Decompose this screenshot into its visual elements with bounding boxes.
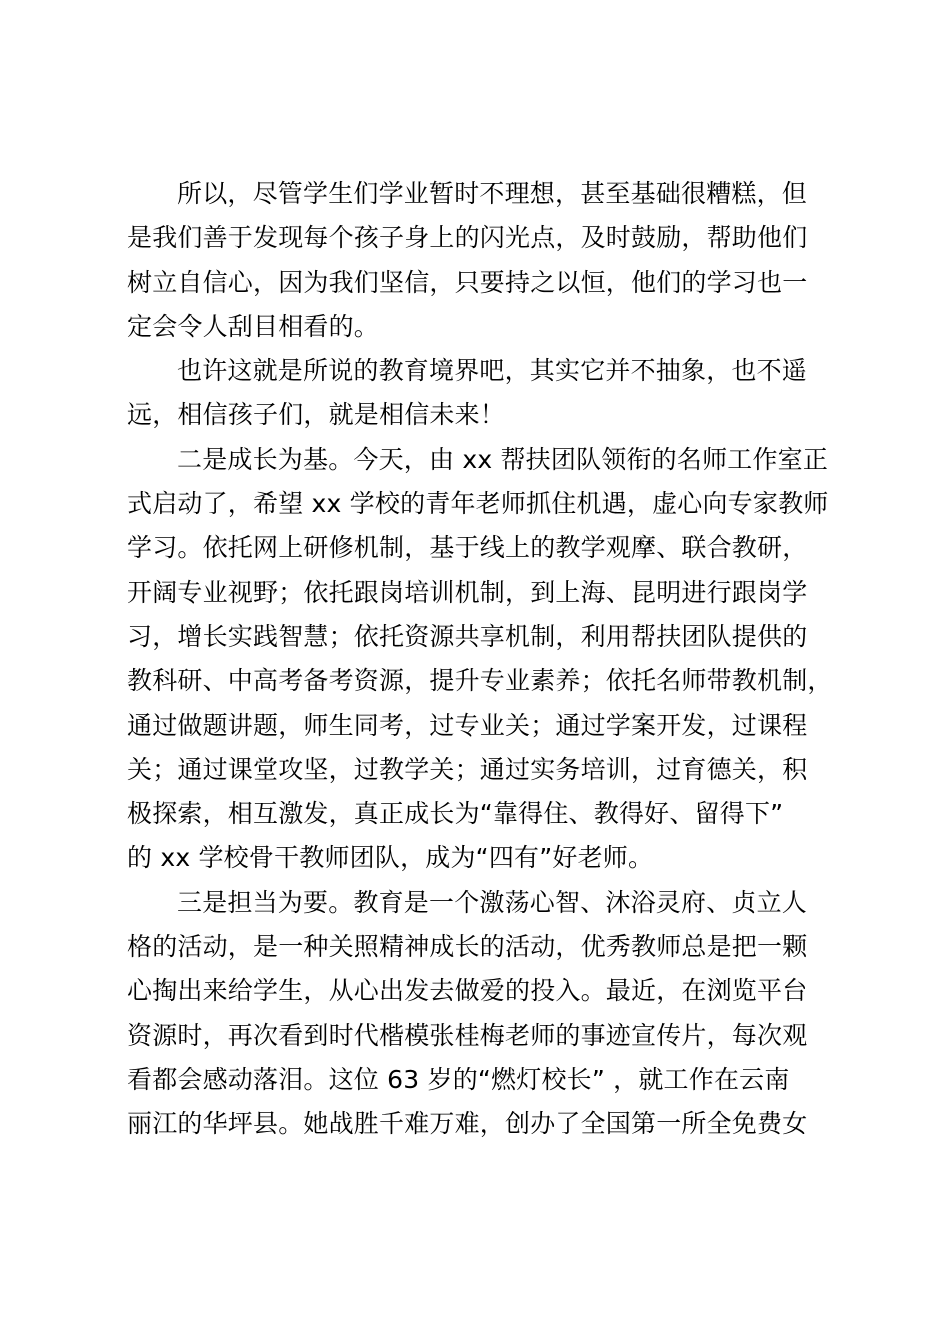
text-line: 树立自信心，因为我们坚信，只要持之以恒，他们的学习也一 (127, 267, 808, 297)
text-line: 远，相信孩子们，就是相信未来！ (127, 400, 506, 430)
text-line: 丽江的华坪县。她战胜千难万难，创办了全国第一所全免费女 (127, 1109, 808, 1139)
text-line: 二是成长为基。今天，由 xx 帮扶团队领衔的名师工作室正 (177, 444, 829, 474)
text-line: 三是担当为要。教育是一个激荡心智、沐浴灵府、贞立人 (177, 887, 808, 917)
text-line: 通过做题讲题，师生同考，过专业关；通过学案开发，过课程 (127, 710, 808, 740)
text-line: 是我们善于发现每个孩子身上的闪光点，及时鼓励，帮助他们 (127, 223, 808, 253)
text-line: 定会令人刮目相看的。 (127, 311, 380, 341)
text-line: 看都会感动落泪。这位 63 岁的“燃灯校长” ，就工作在云南 (127, 1064, 790, 1094)
text-line: 开阔专业视野；依托跟岗培训机制，到上海、昆明进行跟岗学 (127, 577, 808, 607)
paragraph-1 (127, 172, 833, 349)
paragraph-4 (127, 881, 833, 1147)
text-line: 格的活动，是一种关照精神成长的活动，优秀教师总是把一颗 (127, 932, 808, 962)
text-line: 式启动了，希望 xx 学校的青年老师抓住机遇，虚心向专家教师 (127, 489, 829, 519)
text-line: 资源时，再次看到时代楷模张桂梅老师的事迹宣传片，每次观 (127, 1020, 808, 1050)
document-body (127, 172, 833, 1147)
text-line: 极探索，相互激发，真正成长为“靠得住、教得好、留得下” (127, 799, 784, 829)
text-line: 心掏出来给学生，从心出发去做爱的投入。最近，在浏览平台 (127, 976, 808, 1006)
text-line: 习，增长实践智慧；依托资源共享机制，利用帮扶团队提供的 (127, 621, 808, 651)
paragraph-2 (127, 349, 833, 438)
text-line: 的 xx 学校骨干教师团队，成为“四有”好老师。 (127, 843, 654, 873)
text-line: 也许这就是所说的教育境界吧，其实它并不抽象，也不遥 (177, 356, 808, 386)
text-line: 学习。依托网上研修机制，基于线上的教学观摩、联合教研， (127, 533, 808, 563)
paragraph-3 (127, 438, 833, 881)
text-line: 关；通过课堂攻坚，过教学关；通过实务培训，过育德关，积 (127, 754, 808, 784)
text-line: 所以，尽管学生们学业暂时不理想，甚至基础很糟糕，但 (177, 179, 808, 208)
text-line: 教科研、中高考备考资源，提升专业素养；依托名师带教机制， (127, 666, 833, 696)
